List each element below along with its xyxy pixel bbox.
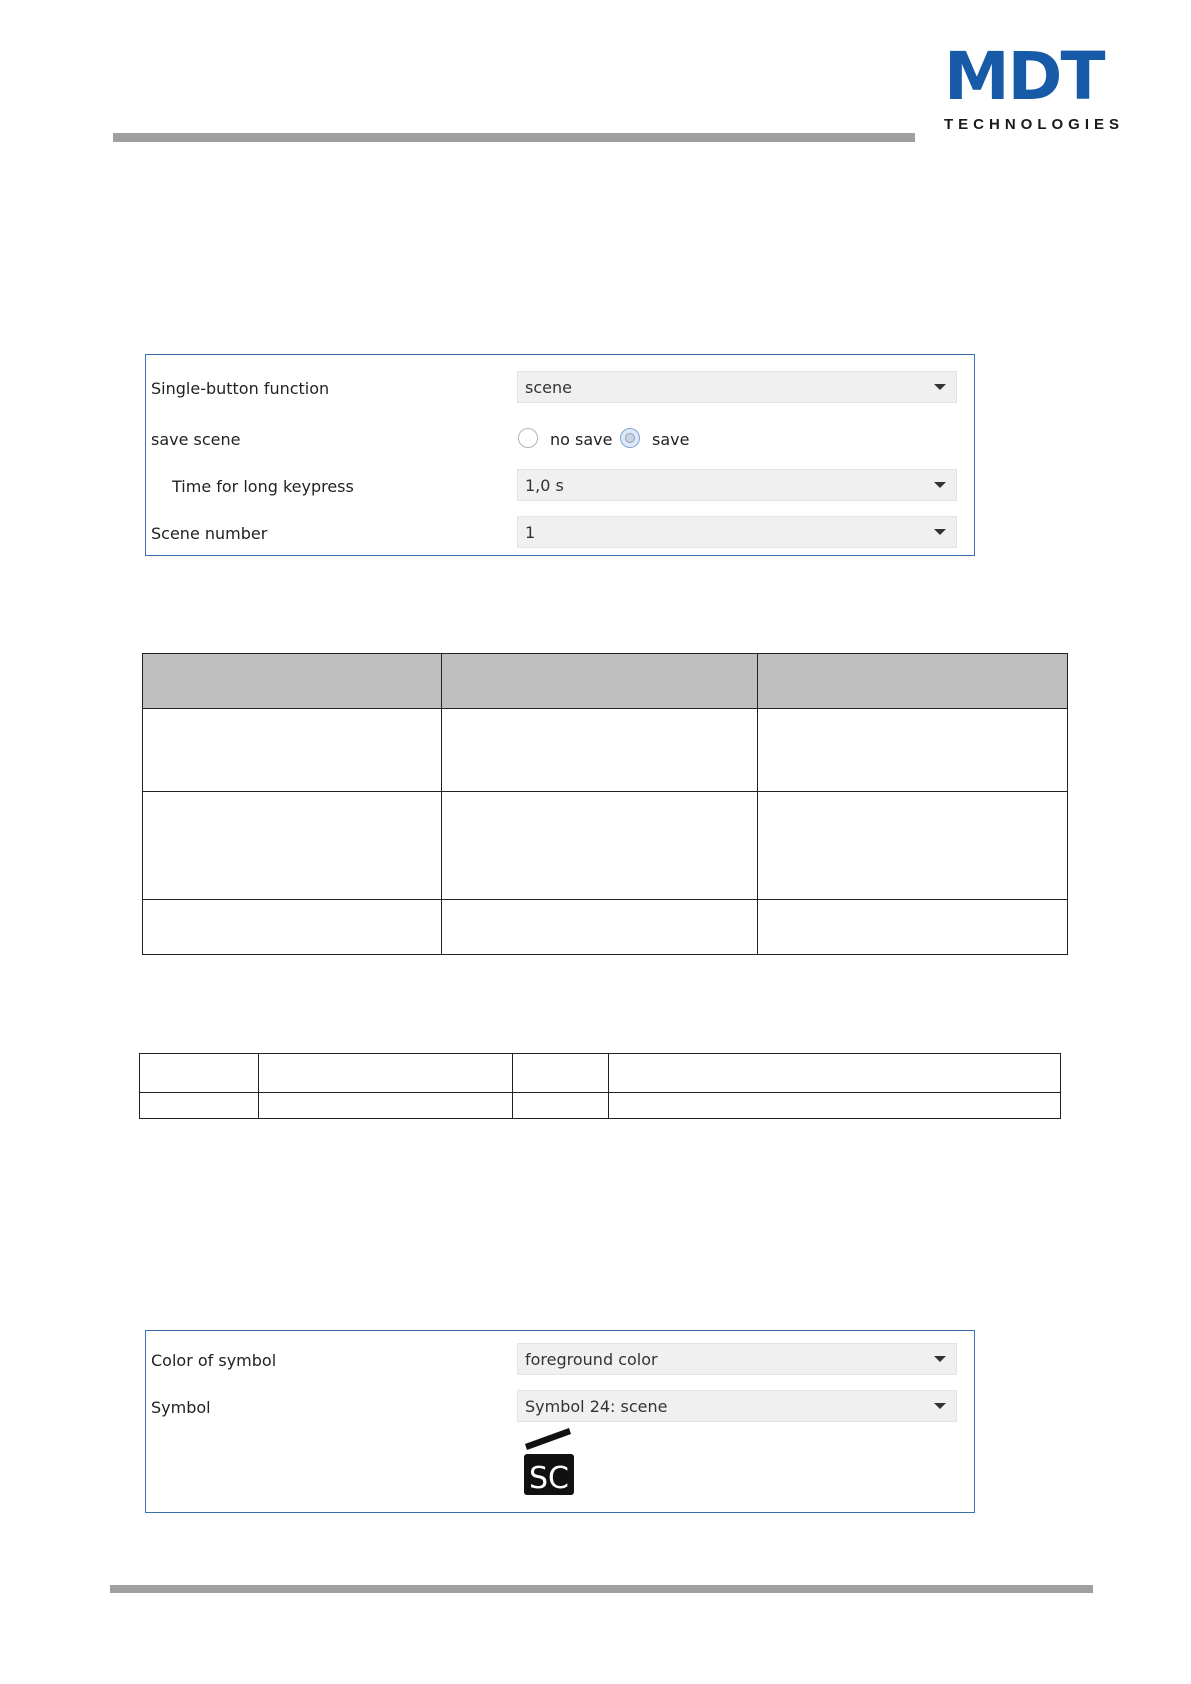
dropdown-value: 1,0 s [525, 476, 564, 495]
table-row [143, 900, 1068, 955]
table-cell [609, 1093, 1061, 1119]
table-cell [609, 1054, 1061, 1093]
table-row [140, 1054, 1061, 1093]
table-header-cell [758, 654, 1068, 709]
parameter-table [142, 653, 1068, 955]
scene-number-label: Scene number [151, 524, 268, 543]
dropdown-value: 1 [525, 523, 536, 542]
color-of-symbol-row [146, 1341, 974, 1381]
dropdown-value: scene [525, 378, 572, 397]
radio-save[interactable] [620, 428, 640, 448]
dropdown-value: Symbol 24: scene [525, 1397, 668, 1416]
radio-save-label[interactable]: save [652, 430, 690, 449]
symbol-row [146, 1388, 974, 1428]
table-row [143, 709, 1068, 792]
table-header-cell [143, 654, 442, 709]
table-cell [758, 792, 1068, 900]
table-cell [441, 709, 758, 792]
table-header-cell [441, 654, 758, 709]
table-row [140, 1093, 1061, 1119]
symbol-label: Symbol [151, 1398, 211, 1417]
chevron-down-icon [934, 1403, 946, 1409]
table-cell [140, 1093, 259, 1119]
table-cell [258, 1054, 512, 1093]
header-rule [113, 133, 915, 142]
table-row [143, 792, 1068, 900]
footer-rule [110, 1585, 1093, 1593]
logo-mark: MDT [944, 38, 1104, 115]
table-cell [512, 1093, 609, 1119]
table-cell [143, 709, 442, 792]
mdt-logo [944, 38, 1125, 136]
table-cell [441, 900, 758, 955]
chevron-down-icon [934, 482, 946, 488]
single-button-function-row [146, 369, 974, 409]
table-cell [512, 1054, 609, 1093]
single-button-function-dropdown[interactable] [517, 371, 957, 403]
communication-object-table [139, 1053, 1061, 1119]
symbol-dropdown[interactable] [517, 1390, 957, 1422]
table-cell [143, 900, 442, 955]
table-cell [758, 900, 1068, 955]
single-button-function-label: Single-button function [151, 379, 330, 398]
symbol-preview-text: SC [529, 1461, 569, 1496]
table-cell [758, 709, 1068, 792]
table-cell [258, 1093, 512, 1119]
long-keypress-dropdown[interactable] [517, 469, 957, 501]
logo-subtitle: TECHNOLOGIES [944, 116, 1125, 133]
table-cell [441, 792, 758, 900]
radio-no-save[interactable] [518, 428, 538, 448]
color-of-symbol-label: Color of symbol [151, 1351, 277, 1370]
chevron-down-icon [934, 529, 946, 535]
dropdown-value: foreground color [525, 1350, 658, 1369]
scene-settings-panel [145, 354, 975, 556]
save-scene-row [146, 420, 974, 460]
scene-number-dropdown[interactable] [517, 516, 957, 548]
color-of-symbol-dropdown[interactable] [517, 1343, 957, 1375]
radio-no-save-label[interactable]: no save [550, 430, 613, 449]
chevron-down-icon [934, 1356, 946, 1362]
save-scene-label: save scene [151, 430, 241, 449]
long-keypress-label: Time for long keypress [172, 477, 354, 496]
table-cell [140, 1054, 259, 1093]
table-header-row [143, 654, 1068, 709]
chevron-down-icon [934, 384, 946, 390]
scene-number-row [146, 514, 974, 554]
scene-clapperboard-icon [523, 1428, 575, 1496]
table-cell [143, 792, 442, 900]
long-keypress-row [146, 467, 974, 507]
